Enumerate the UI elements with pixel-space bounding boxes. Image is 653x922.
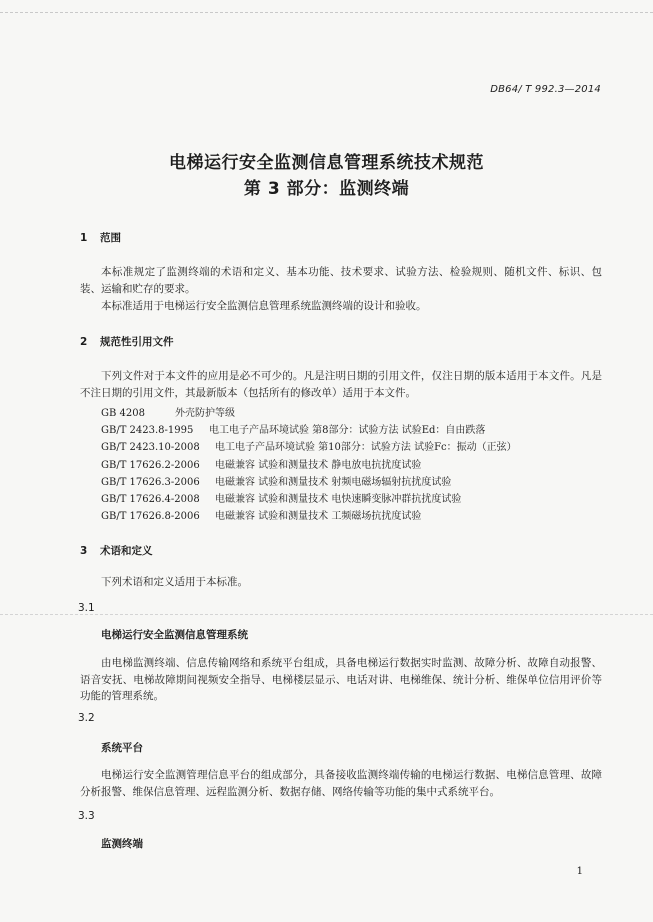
section-2-paragraph-1: 下列文件对于本文件的应用是必不可少的。凡是注明日期的引用文件，仅注日期的版本适用于本文件。凡是不注日期的引用文件，其最新版本（包括所有的修改单）适用于本文件。 xyxy=(80,370,602,399)
term-number: 3.2 xyxy=(78,712,95,724)
scan-edge-mid xyxy=(0,614,653,615)
term-name: 系统平台 xyxy=(101,742,143,754)
section-number: 1 xyxy=(80,232,88,244)
reference-code: GB/T 17626.3-2006 xyxy=(101,477,200,488)
reference-item xyxy=(101,404,235,419)
scan-edge-top xyxy=(0,12,653,13)
section-1-paragraph-1: 本标准规定了监测终端的术语和定义、基本功能、技术要求、试验方法、检验规则、随机文件、标识、包装、运输和贮存的要求。 xyxy=(80,266,602,295)
reference-title: 电磁兼容 试验和测量技术 工频磁场抗扰度试验 xyxy=(215,511,422,522)
reference-item xyxy=(101,421,485,436)
term-definition: 电梯运行安全监测管理信息平台的组成部分，具备接收监测终端传输的电梯运行数据、电梯信息管理、故障分析报警、维保信息管理、远程监测分析、数据存储、网络传输等功能的集中式系统平台。 xyxy=(80,769,602,798)
reference-code: GB 4208 xyxy=(101,408,145,419)
reference-code: GB/T 17626.4-2008 xyxy=(101,494,200,505)
section-title: 术语和定义 xyxy=(100,545,153,557)
reference-title: 外壳防护等级 xyxy=(175,408,235,419)
reference-item xyxy=(101,490,461,505)
reference-code: GB/T 17626.2-2006 xyxy=(101,460,200,471)
term-number: 3.1 xyxy=(78,602,95,614)
term-name: 电梯运行安全监测信息管理系统 xyxy=(101,629,248,641)
section-title: 范围 xyxy=(100,232,121,244)
reference-code: GB/T 2423.10-2008 xyxy=(101,442,200,453)
section-3-intro: 下列术语和定义适用于本标准。 xyxy=(101,576,248,588)
term-name: 监测终端 xyxy=(101,838,143,850)
term-number: 3.3 xyxy=(78,810,95,822)
section-1-heading xyxy=(80,230,121,245)
reference-title: 电磁兼容 试验和测量技术 静电放电抗扰度试验 xyxy=(215,460,422,471)
section-1-paragraph-2: 本标准适用于电梯运行安全监测信息管理系统监测终端的设计和验收。 xyxy=(101,300,427,312)
reference-item xyxy=(101,507,421,522)
reference-title: 电工电子产品环境试验 第10部分：试验方法 试验Fc：振动（正弦） xyxy=(215,442,517,453)
section-3-heading xyxy=(80,543,153,558)
reference-item xyxy=(101,456,421,471)
section-number: 2 xyxy=(80,336,88,348)
reference-title: 电磁兼容 试验和测量技术 电快速瞬变脉冲群抗扰度试验 xyxy=(215,494,462,505)
reference-title: 电磁兼容 试验和测量技术 射频电磁场辐射抗扰度试验 xyxy=(215,477,452,488)
reference-title: 电工电子产品环境试验 第8部分：试验方法 试验Ed：自由跌落 xyxy=(209,425,486,436)
page-number: 1 xyxy=(576,866,583,877)
reference-item xyxy=(101,473,451,488)
reference-code: GB/T 2423.8-1995 xyxy=(101,425,194,436)
section-title: 规范性引用文件 xyxy=(100,336,174,348)
reference-item xyxy=(101,438,517,453)
document-subtitle: 第 3 部分：监测终端 xyxy=(243,179,410,199)
reference-code: GB/T 17626.8-2006 xyxy=(101,511,200,522)
standard-number: DB64/ T 992.3—2014 xyxy=(490,84,601,95)
document-title: 电梯运行安全监测信息管理系统技术规范 xyxy=(169,153,484,173)
section-number: 3 xyxy=(80,545,88,557)
term-definition: 由电梯监测终端、信息传输网络和系统平台组成，具备电梯运行数据实时监测、故障分析、故障自动报警、语音安抚、电梯故障期间视频安全指导、电梯楼层显示、电话对讲、电梯维保、统计分析、维保单位信用评价等功能的管理系统。 xyxy=(80,657,602,702)
section-2-heading xyxy=(80,334,174,349)
